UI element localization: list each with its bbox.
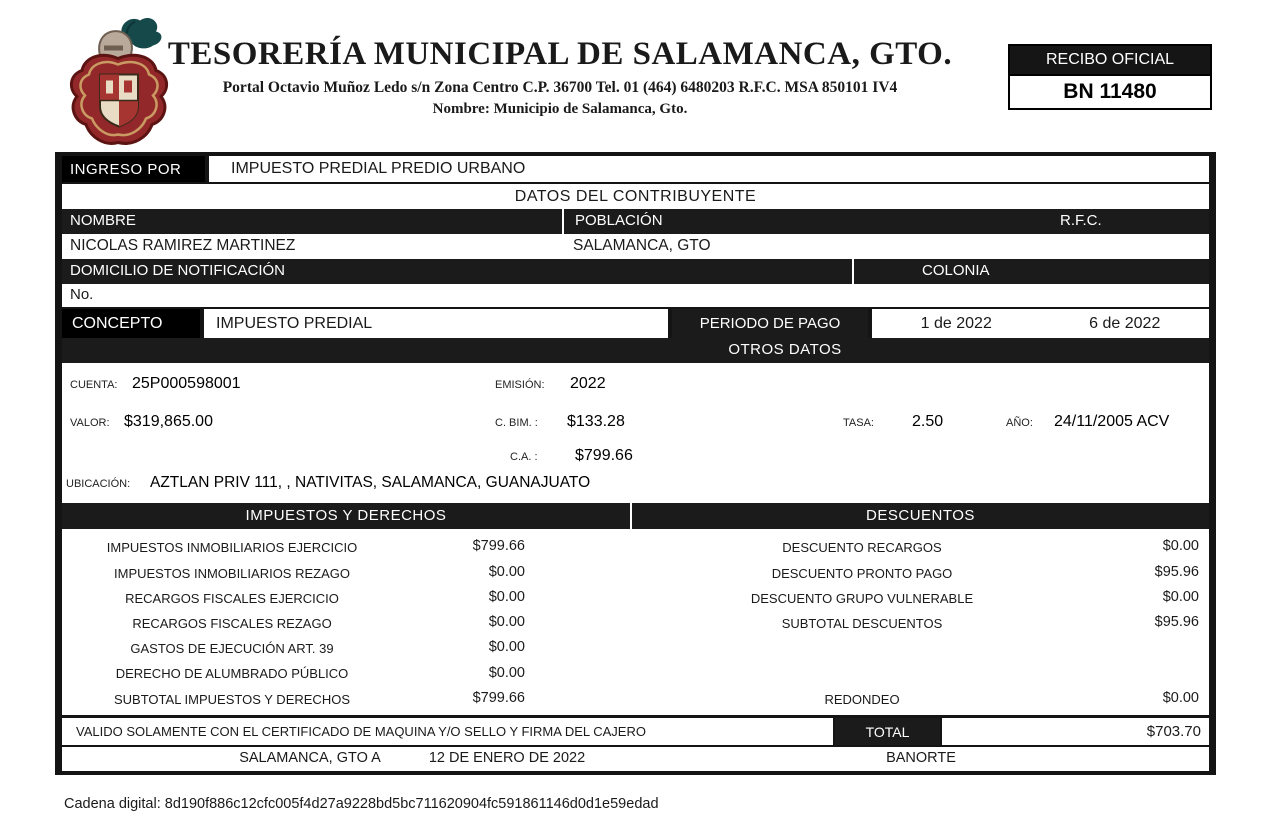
footer-bank: BANORTE: [886, 750, 956, 766]
line-item-value: $0.00: [488, 639, 525, 655]
line-item-value: $95.96: [1154, 564, 1199, 580]
sections-band: [62, 503, 1209, 529]
concepto-value: IMPUESTO PREDIAL: [204, 309, 668, 338]
domicilio-label: DOMICILIO DE NOTIFICACIÓN: [70, 262, 286, 279]
line-item-label: RECARGOS FISCALES REZAGO: [132, 616, 332, 631]
ingreso-por-row: [62, 156, 1209, 182]
header-address: Portal Octavio Muñoz Ledo s/n Zona Centro C.P. 36700 Tel. 01 (464) 6480203 R.F.C. MSA 850101 IV4: [222, 79, 898, 96]
line-item-label: IMPUESTOS INMOBILIARIOS REZAGO: [114, 566, 350, 581]
periodo-pago-label: PERIODO DE PAGO: [672, 309, 868, 338]
tasa-label: TASA:: [843, 417, 874, 429]
receipt-official-label: RECIBO OFICIAL: [1010, 46, 1210, 76]
valor-label: VALOR:: [70, 417, 110, 429]
divider: [630, 503, 632, 529]
poblacion-value: SALAMANCA, GTO: [573, 237, 711, 254]
line-item-label: IMPUESTOS INMOBILIARIOS EJERCICIO: [106, 540, 358, 555]
total-label: TOTAL: [835, 718, 940, 745]
header-title-block: [150, 36, 970, 118]
nombre-value: NICOLAS RAMIREZ MARTINEZ: [70, 237, 296, 254]
cbim-value: $133.28: [567, 413, 625, 430]
line-item-label: RECARGOS FISCALES EJERCICIO: [125, 591, 339, 606]
datos-contribuyente-title: DATOS DEL CONTRIBUYENTE: [62, 184, 1209, 209]
total-row: [62, 718, 1209, 745]
line-item-label: GASTOS DE EJECUCIÓN ART. 39: [130, 641, 334, 656]
line-item-value: $799.66: [472, 538, 525, 554]
official-receipt-box: [1008, 44, 1212, 110]
line-item-value: $0.00: [1162, 538, 1199, 554]
valor-value: $319,865.00: [124, 413, 213, 430]
nombre-label: NOMBRE: [70, 212, 136, 229]
impuestos-derechos-title: IMPUESTOS Y DERECHOS: [245, 507, 447, 524]
cbim-label: C. BIM. :: [495, 417, 538, 429]
line-item-label: DESCUENTO GRUPO VULNERABLE: [750, 591, 974, 606]
line-item-value: $0.00: [488, 665, 525, 681]
footer-row: [62, 747, 1209, 771]
periodo-hasta: 6 de 2022: [1089, 314, 1161, 332]
colonia-label: COLONIA: [922, 262, 990, 279]
ubicacion-label: UBICACIÓN:: [66, 478, 131, 490]
otros-datos-title: OTROS DATOS: [728, 341, 842, 358]
ca-value: $799.66: [575, 447, 633, 464]
otros-datos-band: [62, 338, 1209, 363]
line-item-value: $0.00: [488, 589, 525, 605]
descuentos-title: DESCUENTOS: [866, 507, 975, 524]
line-item-value: $799.66: [472, 690, 525, 706]
line-item-label: DERECHO DE ALUMBRADO PÚBLICO: [115, 666, 349, 681]
receipt-number: BN 11480: [1010, 76, 1210, 108]
divider: [852, 259, 854, 284]
line-item-label: SUBTOTAL IMPUESTOS Y DERECHOS: [114, 692, 350, 707]
anio-value: 24/11/2005 ACV: [1054, 413, 1170, 430]
contribuyente-header-row: [62, 209, 1209, 234]
line-item-value: $0.00: [488, 614, 525, 630]
emision-value: 2022: [570, 375, 606, 392]
periodo-desde: 1 de 2022: [920, 314, 992, 332]
tasa-value: 2.50: [912, 413, 944, 430]
domicilio-no-value: No.: [70, 286, 94, 303]
concepto-label: CONCEPTO: [62, 309, 200, 338]
receipt-table: [55, 152, 1216, 775]
cuenta-value: 25P000598001: [132, 375, 241, 392]
line-item-value: $95.96: [1154, 614, 1199, 630]
anio-label: AÑO:: [1006, 417, 1033, 429]
rfc-label: R.F.C.: [1060, 212, 1102, 229]
footer-city: SALAMANCA, GTO A: [239, 750, 381, 766]
line-item-value: $0.00: [488, 564, 525, 580]
periodo-pago-values: [872, 309, 1209, 338]
redondeo-label: REDONDEO: [824, 692, 900, 707]
ingreso-por-label: INGRESO POR: [62, 156, 205, 182]
page-title: TESORERÍA MUNICIPAL DE SALAMANCA, GTO.: [167, 36, 953, 72]
emision-label: EMISIÓN:: [495, 379, 545, 391]
line-item-label: DESCUENTO RECARGOS: [782, 540, 942, 555]
divider: [562, 209, 564, 234]
ubicacion-value: AZTLAN PRIV 111, , NATIVITAS, SALAMANCA, GUANAJUATO: [150, 474, 591, 491]
ingreso-por-value: IMPUESTO PREDIAL PREDIO URBANO: [209, 156, 1209, 182]
domicilio-header-row: [62, 259, 1209, 284]
footer-date: 12 DE ENERO DE 2022: [428, 750, 586, 766]
cadena-digital: Cadena digital: 8d190f886c12cfc005f4d27a9228bd5bc711620904fc591861146d0d1e59edad: [64, 796, 659, 812]
validity-note: VALIDO SOLAMENTE CON EL CERTIFICADO DE MAQUINA Y/O SELLO Y FIRMA DEL CAJERO: [62, 718, 833, 745]
concepto-row: [62, 309, 1209, 338]
line-item-label: DESCUENTO PRONTO PAGO: [771, 566, 953, 581]
domicilio-data-row: [62, 284, 1209, 307]
line-item-value: $0.00: [1162, 589, 1199, 605]
header-name-line: Nombre: Municipio de Salamanca, Gto.: [432, 101, 688, 117]
line-items: [62, 529, 1209, 715]
total-value: $703.70: [942, 718, 1209, 745]
poblacion-label: POBLACIÓN: [575, 212, 663, 229]
redondeo-value: $0.00: [1162, 690, 1199, 706]
contribuyente-data-row: [62, 234, 1209, 259]
line-item-label: SUBTOTAL DESCUENTOS: [781, 616, 943, 631]
otros-datos-content: [62, 363, 1209, 503]
ca-label: C.A. :: [510, 451, 538, 463]
cuenta-label: CUENTA:: [70, 379, 118, 391]
